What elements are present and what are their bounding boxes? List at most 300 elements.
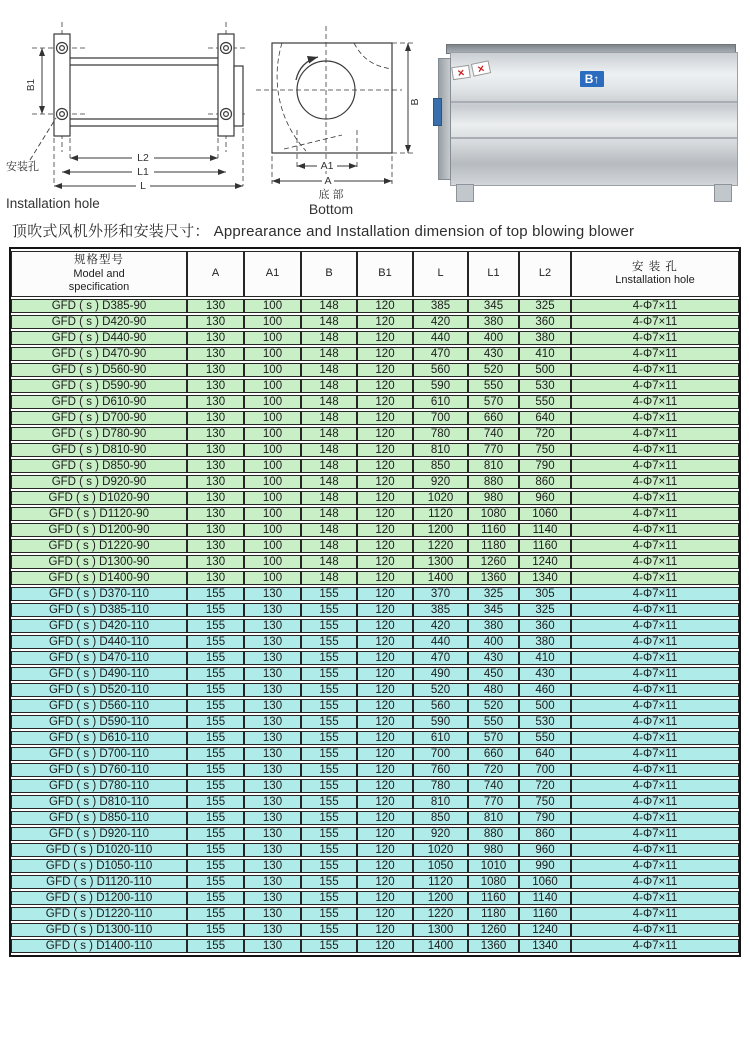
hole-cell: 4-Φ7×11 (571, 379, 739, 393)
section-title (12, 220, 750, 241)
hole-cell: 4-Φ7×11 (571, 731, 739, 745)
dimension-cell: 120 (357, 347, 413, 361)
hole-cell: 4-Φ7×11 (571, 315, 739, 329)
table-row (11, 523, 739, 537)
hole-cell: 4-Φ7×11 (571, 875, 739, 889)
table-row (11, 571, 739, 585)
dimension-cell: 120 (357, 587, 413, 601)
model-cell: GFD ( s ) D700-90 (11, 411, 187, 425)
table-row (11, 603, 739, 617)
dimension-cell: 120 (357, 699, 413, 713)
dimension-cell: 148 (301, 443, 357, 457)
table-row (11, 699, 739, 713)
model-cell: GFD ( s ) D420-110 (11, 619, 187, 633)
dimension-cell: 1140 (519, 891, 571, 905)
header-a: A (187, 251, 244, 297)
dimension-cell: 148 (301, 555, 357, 569)
dimension-cell: 130 (244, 683, 301, 697)
dimension-cell: 1220 (413, 907, 468, 921)
dimension-cell: 980 (468, 843, 519, 857)
dimension-cell: 740 (468, 427, 519, 441)
table-row (11, 891, 739, 905)
blower-foot (456, 184, 474, 202)
dimension-cell: 980 (468, 491, 519, 505)
dimension-cell: 155 (187, 763, 244, 777)
table-row (11, 859, 739, 873)
hole-cell: 4-Φ7×11 (571, 411, 739, 425)
dimension-cell: 130 (244, 747, 301, 761)
dimension-cell: 440 (413, 331, 468, 345)
dimension-cell: 1180 (468, 907, 519, 921)
model-cell: GFD ( s ) D810-90 (11, 443, 187, 457)
dimension-cell: 1060 (519, 507, 571, 521)
dimension-cell: 370 (413, 587, 468, 601)
dimension-cell: 130 (244, 779, 301, 793)
hole-cell: 4-Φ7×11 (571, 827, 739, 841)
dimension-cell: 430 (468, 347, 519, 361)
table-row (11, 459, 739, 473)
dimension-cell: 155 (187, 731, 244, 745)
dimension-cell: 325 (468, 587, 519, 601)
dimension-cell: 148 (301, 539, 357, 553)
blower-foot (714, 184, 732, 202)
dimension-cell: 120 (357, 635, 413, 649)
dimension-cell: 700 (413, 411, 468, 425)
dimension-cell: 790 (519, 459, 571, 473)
dimension-cell: 155 (187, 715, 244, 729)
dimension-cell: 120 (357, 843, 413, 857)
dimension-cell: 610 (413, 731, 468, 745)
installation-hole-label-cn: 安装孔 (6, 161, 39, 173)
dimension-cell: 155 (301, 859, 357, 873)
dimension-cell: 720 (519, 427, 571, 441)
model-cell: GFD ( s ) D1300-90 (11, 555, 187, 569)
dimension-cell: 130 (244, 843, 301, 857)
dimension-cell: 130 (244, 859, 301, 873)
dimension-cell: 1240 (519, 923, 571, 937)
hole-cell: 4-Φ7×11 (571, 859, 739, 873)
model-cell: GFD ( s ) D1120-110 (11, 875, 187, 889)
dimension-cell: 148 (301, 459, 357, 473)
dimension-cell: 380 (468, 619, 519, 633)
product-photo (436, 40, 742, 208)
dimension-cell: 130 (187, 395, 244, 409)
dimension-cell: 120 (357, 507, 413, 521)
dimension-cell: 148 (301, 395, 357, 409)
dimension-cell: 130 (187, 507, 244, 521)
dimension-cell: 1340 (519, 571, 571, 585)
table-row (11, 667, 739, 681)
dimension-cell: 1260 (468, 923, 519, 937)
dimension-cell: 480 (468, 683, 519, 697)
dimension-cell: 720 (519, 779, 571, 793)
dimension-cell: 550 (468, 379, 519, 393)
model-cell: GFD ( s ) D1120-90 (11, 507, 187, 521)
dimension-cell: 385 (413, 299, 468, 313)
dimension-cell: 155 (301, 811, 357, 825)
dimension-cell: 120 (357, 459, 413, 473)
dimension-cell: 130 (187, 379, 244, 393)
dimension-cell: 130 (244, 795, 301, 809)
dimension-cell: 155 (301, 795, 357, 809)
model-cell: GFD ( s ) D1050-110 (11, 859, 187, 873)
dimension-cell: 100 (244, 411, 301, 425)
dimension-cell: 450 (468, 667, 519, 681)
dimension-cell: 148 (301, 331, 357, 345)
table-row (11, 555, 739, 569)
dimension-cell: 155 (301, 779, 357, 793)
dimension-cell: 700 (519, 763, 571, 777)
dimension-cell: 155 (301, 619, 357, 633)
dimension-cell: 120 (357, 331, 413, 345)
hole-cell: 4-Φ7×11 (571, 571, 739, 585)
model-cell: GFD ( s ) D610-90 (11, 395, 187, 409)
dimension-cell: 100 (244, 491, 301, 505)
model-cell: GFD ( s ) D385-90 (11, 299, 187, 313)
hole-cell: 4-Φ7×11 (571, 795, 739, 809)
dimension-cell: 120 (357, 539, 413, 553)
dimension-cell: 130 (187, 443, 244, 457)
dimension-cell: 380 (468, 315, 519, 329)
dimension-cell: 590 (413, 715, 468, 729)
dimension-cell: 120 (357, 939, 413, 953)
model-cell: GFD ( s ) D850-90 (11, 459, 187, 473)
dimension-cell: 130 (187, 411, 244, 425)
hole-cell: 4-Φ7×11 (571, 763, 739, 777)
dimension-cell: 130 (187, 459, 244, 473)
hole-cell: 4-Φ7×11 (571, 347, 739, 361)
hole-cell: 4-Φ7×11 (571, 635, 739, 649)
dimension-cell: 880 (468, 827, 519, 841)
dimension-cell: 1300 (413, 923, 468, 937)
dimension-cell: 155 (187, 779, 244, 793)
dimension-cell: 100 (244, 443, 301, 457)
dim-label-a1: A1 (320, 160, 334, 172)
dimension-cell: 130 (187, 475, 244, 489)
dimension-cell: 155 (187, 891, 244, 905)
spec-table-body (11, 299, 739, 953)
dimension-cell: 470 (413, 651, 468, 665)
hole-cell: 4-Φ7×11 (571, 587, 739, 601)
model-cell: GFD ( s ) D1400-90 (11, 571, 187, 585)
model-cell: GFD ( s ) D1300-110 (11, 923, 187, 937)
dimension-cell: 570 (468, 395, 519, 409)
header-l1: L1 (468, 251, 519, 297)
model-cell: GFD ( s ) D370-110 (11, 587, 187, 601)
dimension-cell: 148 (301, 411, 357, 425)
specification-table (9, 247, 741, 957)
dimension-cell: 130 (244, 731, 301, 745)
dimension-cell: 810 (413, 795, 468, 809)
dimension-cell: 120 (357, 779, 413, 793)
dimension-cell: 155 (187, 939, 244, 953)
terminal-block (433, 98, 442, 126)
hole-cell: 4-Φ7×11 (571, 507, 739, 521)
model-cell: GFD ( s ) D1220-110 (11, 907, 187, 921)
dimension-cell: 148 (301, 379, 357, 393)
dimension-cell: 460 (519, 683, 571, 697)
dimension-cell: 148 (301, 523, 357, 537)
model-cell: GFD ( s ) D850-110 (11, 811, 187, 825)
dimension-cell: 720 (468, 763, 519, 777)
dimension-cell: 410 (519, 347, 571, 361)
dimension-cell: 155 (187, 843, 244, 857)
dimension-cell: 130 (187, 315, 244, 329)
table-row (11, 619, 739, 633)
dimension-cell: 1080 (468, 875, 519, 889)
dimension-cell: 325 (519, 603, 571, 617)
model-cell: GFD ( s ) D470-110 (11, 651, 187, 665)
table-row (11, 795, 739, 809)
table-row (11, 923, 739, 937)
dimension-cell: 155 (301, 763, 357, 777)
table-row (11, 907, 739, 921)
dimension-cell: 130 (187, 491, 244, 505)
table-row (11, 779, 739, 793)
dimension-cell: 410 (519, 651, 571, 665)
dimension-cell: 1400 (413, 939, 468, 953)
dimension-cell: 120 (357, 411, 413, 425)
model-cell: GFD ( s ) D590-90 (11, 379, 187, 393)
table-row (11, 379, 739, 393)
dimension-cell: 550 (519, 731, 571, 745)
section-title-cn: 顶吹式风机外形和安装尺寸： (12, 223, 210, 240)
table-row (11, 731, 739, 745)
dimension-cell: 155 (301, 603, 357, 617)
dimension-cell: 155 (187, 651, 244, 665)
dimension-cell: 120 (357, 859, 413, 873)
dimension-cell: 130 (187, 427, 244, 441)
hole-cell: 4-Φ7×11 (571, 667, 739, 681)
table-row (11, 843, 739, 857)
hole-cell: 4-Φ7×11 (571, 843, 739, 857)
dimension-cell: 1060 (519, 875, 571, 889)
hole-cell: 4-Φ7×11 (571, 555, 739, 569)
dimension-cell: 810 (468, 811, 519, 825)
header-model: 规格型号 Model and specification (11, 251, 187, 297)
dimension-cell: 155 (187, 875, 244, 889)
model-cell: GFD ( s ) D700-110 (11, 747, 187, 761)
dimension-cell: 810 (413, 443, 468, 457)
dimension-cell: 130 (244, 939, 301, 953)
table-row (11, 747, 739, 761)
dimension-cell: 155 (301, 939, 357, 953)
dimension-cell: 120 (357, 299, 413, 313)
model-cell: GFD ( s ) D760-110 (11, 763, 187, 777)
dimension-cell: 1160 (468, 523, 519, 537)
installation-hole-label-en: Installation hole (6, 196, 100, 211)
dimension-cell: 860 (519, 827, 571, 841)
hole-cell: 4-Φ7×11 (571, 715, 739, 729)
dimension-cell: 570 (468, 731, 519, 745)
table-row (11, 347, 739, 361)
dimension-cell: 810 (468, 459, 519, 473)
brand-badge: B↑ (580, 71, 605, 87)
dimension-cell: 380 (519, 331, 571, 345)
table-row (11, 683, 739, 697)
dimension-cell: 130 (244, 923, 301, 937)
model-cell: GFD ( s ) D920-90 (11, 475, 187, 489)
dimension-cell: 155 (187, 619, 244, 633)
model-cell: GFD ( s ) D1020-110 (11, 843, 187, 857)
dimension-cell: 640 (519, 411, 571, 425)
dimension-cell: 880 (468, 475, 519, 489)
dimension-cell: 550 (519, 395, 571, 409)
table-row (11, 443, 739, 457)
hole-cell: 4-Φ7×11 (571, 699, 739, 713)
dimension-cell: 120 (357, 603, 413, 617)
dimension-cell: 100 (244, 331, 301, 345)
table-row (11, 427, 739, 441)
dimension-cell: 1220 (413, 539, 468, 553)
panel-seam (451, 101, 737, 103)
dimension-cell: 120 (357, 475, 413, 489)
dimension-cell: 430 (468, 651, 519, 665)
top-section (0, 0, 750, 218)
header-b1: B1 (357, 251, 413, 297)
dimension-cell: 1240 (519, 555, 571, 569)
dimension-cell: 1400 (413, 571, 468, 585)
dimension-cell: 420 (413, 315, 468, 329)
dimension-cell: 130 (187, 571, 244, 585)
hole-cell: 4-Φ7×11 (571, 475, 739, 489)
header-hole: 安 装 孔 Lnstallation hole (571, 251, 739, 297)
dimension-cell: 1120 (413, 507, 468, 521)
dimension-cell: 790 (519, 811, 571, 825)
dimension-cell: 155 (187, 827, 244, 841)
dimension-cell: 120 (357, 523, 413, 537)
model-cell: GFD ( s ) D560-110 (11, 699, 187, 713)
dimension-cell: 120 (357, 923, 413, 937)
dimension-cell: 500 (519, 699, 571, 713)
dimension-cell: 850 (413, 811, 468, 825)
dimension-cell: 1020 (413, 491, 468, 505)
hole-cell: 4-Φ7×11 (571, 603, 739, 617)
dimension-cell: 100 (244, 315, 301, 329)
dimension-cell: 120 (357, 795, 413, 809)
dimension-cell: 490 (413, 667, 468, 681)
dimension-cell: 100 (244, 571, 301, 585)
hole-cell: 4-Φ7×11 (571, 331, 739, 345)
dimension-cell: 100 (244, 347, 301, 361)
dimension-cell: 130 (244, 699, 301, 713)
hole-cell: 4-Φ7×11 (571, 939, 739, 953)
dimension-cell: 120 (357, 315, 413, 329)
bottom-label-en: Bottom (308, 201, 354, 217)
dimension-cell: 1050 (413, 859, 468, 873)
dimension-cell: 155 (187, 635, 244, 649)
dimension-cell: 130 (244, 619, 301, 633)
dimension-cell: 100 (244, 475, 301, 489)
header-a1: A1 (244, 251, 301, 297)
dimension-cell: 920 (413, 475, 468, 489)
table-row (11, 875, 739, 889)
dimension-drawing-svg (4, 18, 434, 218)
dimension-cell: 1300 (413, 555, 468, 569)
dimension-cell: 780 (413, 779, 468, 793)
warning-label-icon: ✕ (451, 65, 471, 80)
dimension-cell: 130 (244, 875, 301, 889)
bottom-label-cn: 底 部 (318, 189, 344, 201)
warning-label-icon: ✕ (471, 60, 491, 76)
model-cell: GFD ( s ) D780-90 (11, 427, 187, 441)
dimension-cell: 155 (301, 715, 357, 729)
dimension-cell: 148 (301, 475, 357, 489)
dimension-cell: 130 (244, 891, 301, 905)
header-b: B (301, 251, 357, 297)
dimension-cell: 100 (244, 379, 301, 393)
model-cell: GFD ( s ) D1020-90 (11, 491, 187, 505)
dimension-cell: 770 (468, 443, 519, 457)
dim-label-l1: L1 (137, 166, 149, 178)
table-row (11, 635, 739, 649)
hole-cell: 4-Φ7×11 (571, 747, 739, 761)
dimension-cell: 148 (301, 363, 357, 377)
dimension-cell: 610 (413, 395, 468, 409)
dimension-cell: 100 (244, 427, 301, 441)
dimension-cell: 120 (357, 811, 413, 825)
dimension-cell: 130 (187, 363, 244, 377)
dimension-cell: 155 (301, 587, 357, 601)
dimension-cell: 120 (357, 571, 413, 585)
hole-cell: 4-Φ7×11 (571, 491, 739, 505)
dimension-cell: 130 (244, 667, 301, 681)
dimension-cell: 1140 (519, 523, 571, 537)
dimension-cell: 380 (519, 635, 571, 649)
hole-cell: 4-Φ7×11 (571, 907, 739, 921)
dimension-cell: 120 (357, 875, 413, 889)
dimension-cell: 130 (187, 555, 244, 569)
dimension-cell: 155 (301, 747, 357, 761)
model-cell: GFD ( s ) D490-110 (11, 667, 187, 681)
dimension-cell: 148 (301, 299, 357, 313)
dimension-cell: 130 (244, 763, 301, 777)
header-l2: L2 (519, 251, 571, 297)
table-row (11, 507, 739, 521)
dimension-cell: 860 (519, 475, 571, 489)
dimension-cell: 1200 (413, 523, 468, 537)
hole-cell: 4-Φ7×11 (571, 299, 739, 313)
dimension-cell: 1200 (413, 891, 468, 905)
dimension-cell: 148 (301, 571, 357, 585)
dimension-cell: 1260 (468, 555, 519, 569)
dim-label-a: A (324, 175, 332, 187)
dimension-cell: 148 (301, 347, 357, 361)
table-row (11, 939, 739, 953)
dimension-cell: 740 (468, 779, 519, 793)
dimension-cell: 345 (468, 603, 519, 617)
model-cell: GFD ( s ) D920-110 (11, 827, 187, 841)
hole-cell: 4-Φ7×11 (571, 459, 739, 473)
dimension-cell: 130 (187, 331, 244, 345)
dimension-cell: 960 (519, 843, 571, 857)
dimension-cell: 155 (187, 859, 244, 873)
dimension-cell: 155 (187, 603, 244, 617)
dimension-cell: 130 (187, 299, 244, 313)
dimension-cell: 155 (301, 923, 357, 937)
dimension-cell: 560 (413, 363, 468, 377)
dimension-cell: 750 (519, 443, 571, 457)
dimension-cell: 130 (187, 347, 244, 361)
dimension-cell: 100 (244, 299, 301, 313)
table-row (11, 475, 739, 489)
dimension-cell: 1120 (413, 875, 468, 889)
dimension-cell: 148 (301, 507, 357, 521)
dimension-cell: 120 (357, 443, 413, 457)
dimension-cell: 500 (519, 363, 571, 377)
model-cell: GFD ( s ) D470-90 (11, 347, 187, 361)
table-row (11, 715, 739, 729)
